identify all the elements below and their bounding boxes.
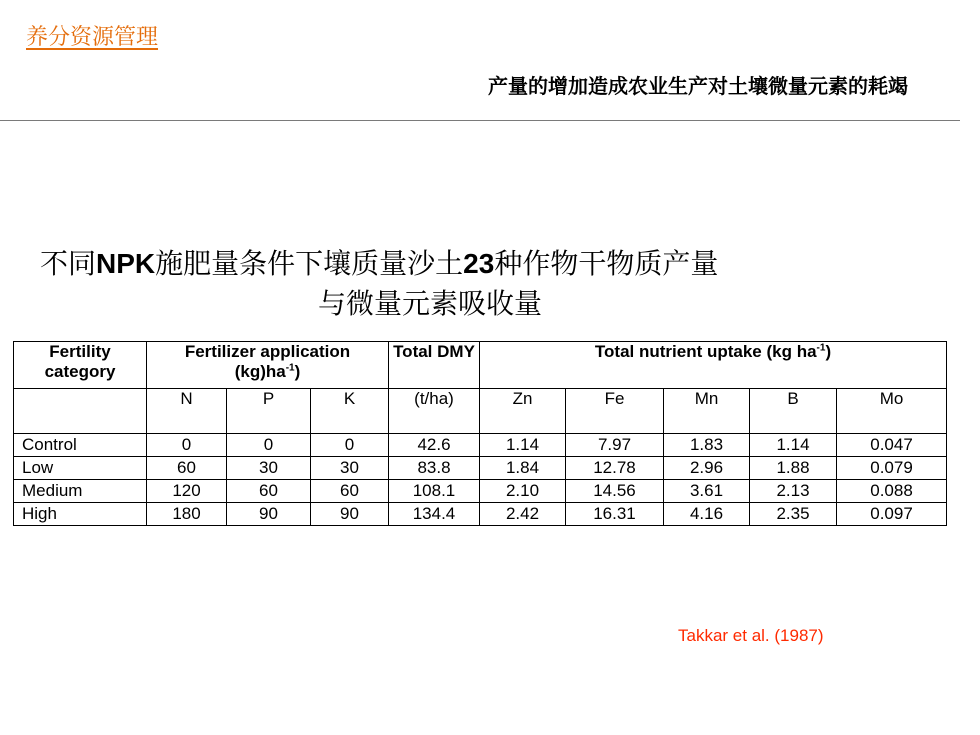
subheader-cell: P — [227, 389, 311, 434]
table-cell: Control — [14, 434, 147, 457]
table-cell: 83.8 — [389, 457, 480, 480]
table-cell: 4.16 — [664, 503, 750, 526]
table-cell: 0.088 — [837, 480, 947, 503]
table-cell: Medium — [14, 480, 147, 503]
citation: Takkar et al. (1987) — [678, 626, 824, 645]
table-cell: 1.14 — [480, 434, 566, 457]
header-fert-text-b: (kg)ha — [234, 362, 286, 381]
table-cell: 60 — [227, 480, 311, 503]
subheader-cell: K — [311, 389, 389, 434]
table-cell: 108.1 — [389, 480, 480, 503]
table-cell: 30 — [311, 457, 389, 480]
table-cell: 180 — [147, 503, 227, 526]
table-cell: 3.61 — [664, 480, 750, 503]
header-nutrient-sup: -1 — [816, 342, 826, 354]
nutrient-table — [13, 341, 947, 526]
title-line-2: 与微量元素吸收量 — [317, 287, 542, 320]
table-cell: 0.047 — [837, 434, 947, 457]
header-nutrient-text-b: ) — [825, 342, 832, 361]
table-cell: 0 — [227, 434, 311, 457]
header-divider — [0, 120, 960, 121]
table-cell: 0.079 — [837, 457, 947, 480]
subheader-cell: B — [750, 389, 837, 434]
title-text-5: 种作物干物质产量 — [494, 247, 719, 280]
table-cell: 1.84 — [480, 457, 566, 480]
table-cell: 120 — [147, 480, 227, 503]
table-row — [14, 457, 947, 480]
title-text-2: NPK — [96, 248, 156, 279]
table-cell: 14.56 — [566, 480, 664, 503]
subheader-cell: Zn — [480, 389, 566, 434]
table-row — [14, 503, 947, 526]
slide-subtitle: 产量的增加造成农业生产对土壤微量元素的耗竭 — [488, 74, 908, 98]
slide-title — [40, 244, 860, 324]
table-cell: 60 — [147, 457, 227, 480]
table-cell: 60 — [311, 480, 389, 503]
table-cell: 134.4 — [389, 503, 480, 526]
header-fert-sup: -1 — [285, 362, 295, 374]
subheader-cell: Fe — [566, 389, 664, 434]
table-cell: 90 — [227, 503, 311, 526]
header-fert-text-a: Fertilizer application — [184, 342, 351, 361]
table-cell: 1.83 — [664, 434, 750, 457]
table-cell: 2.10 — [480, 480, 566, 503]
table-cell: 0.097 — [837, 503, 947, 526]
subheader-cell: Mn — [664, 389, 750, 434]
title-line-1 — [40, 244, 860, 284]
table-cell: 2.13 — [750, 480, 837, 503]
header-fert-text-c: ) — [294, 362, 301, 381]
table-cell: 90 — [311, 503, 389, 526]
table-cell: 0 — [147, 434, 227, 457]
table-header-row — [14, 342, 947, 389]
subheader-cell: (t/ha) — [389, 389, 480, 434]
title-text-1: 不同 — [40, 247, 97, 280]
table-cell: 16.31 — [566, 503, 664, 526]
brand-link[interactable]: 养分资源管理 — [26, 25, 159, 50]
table-cell: 1.14 — [750, 434, 837, 457]
table-cell: 2.96 — [664, 457, 750, 480]
table-cell: 12.78 — [566, 457, 664, 480]
table-cell: 2.35 — [750, 503, 837, 526]
header-nutrient-uptake — [480, 342, 947, 389]
table-cell: 0 — [311, 434, 389, 457]
header-fertility: Fertility category — [14, 342, 147, 389]
header-nutrient-text-a: Total nutrient uptake (kg ha — [594, 342, 817, 361]
table-cell: 30 — [227, 457, 311, 480]
title-text-3: 施肥量条件下壤质量沙土 — [155, 247, 464, 280]
table-row — [14, 434, 947, 457]
table-cell: 7.97 — [566, 434, 664, 457]
table-cell: 42.6 — [389, 434, 480, 457]
table-subheader-row — [14, 389, 947, 434]
table-row — [14, 480, 947, 503]
header-fertilizer-application — [147, 342, 389, 389]
table-cell: 2.42 — [480, 503, 566, 526]
subheader-cell: N — [147, 389, 227, 434]
table-cell: High — [14, 503, 147, 526]
table-cell: 1.88 — [750, 457, 837, 480]
table-cell: Low — [14, 457, 147, 480]
subheader-cell: Mo — [837, 389, 947, 434]
header-total-dmy: Total DMY — [389, 342, 480, 389]
title-text-4: 23 — [463, 248, 495, 279]
subheader-cell — [14, 389, 147, 434]
